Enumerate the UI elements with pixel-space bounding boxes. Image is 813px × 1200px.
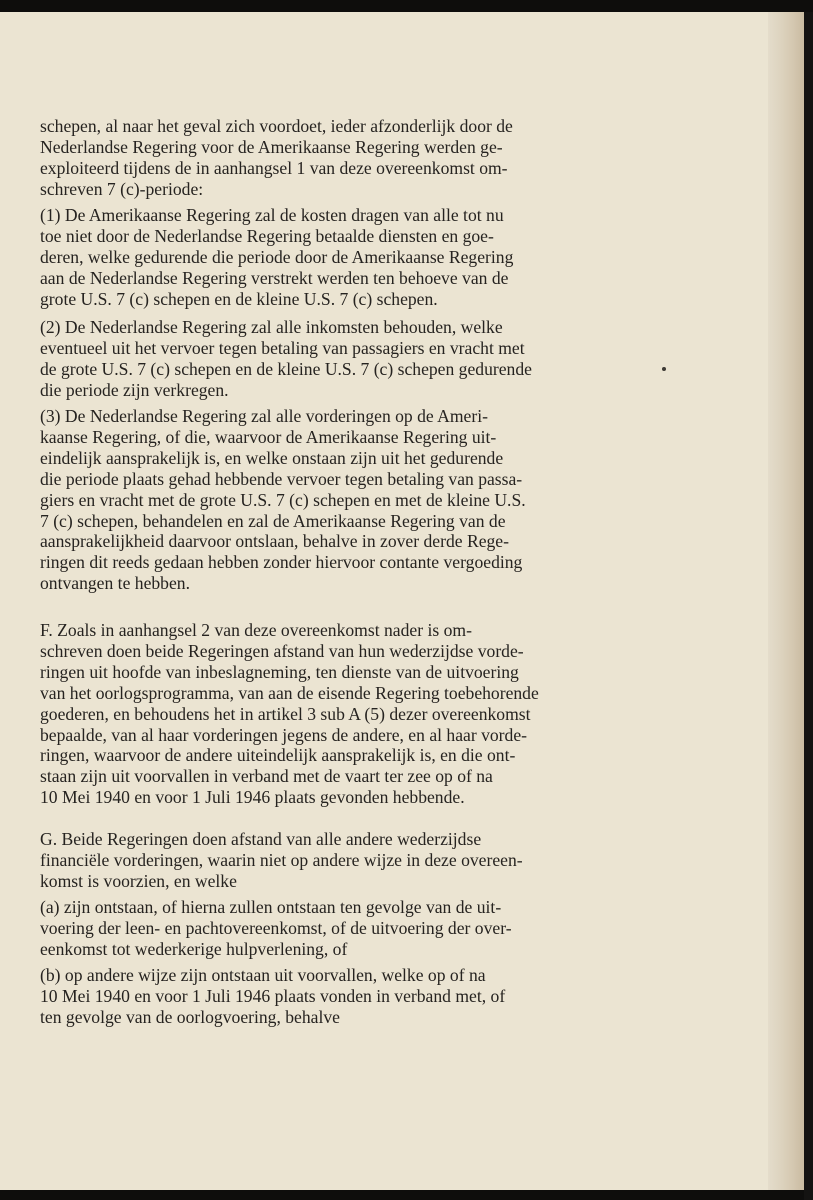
text-line: bepaalde, van al haar vorderingen jegens de andere, en al haar vorde- xyxy=(40,724,527,745)
text-line: kaanse Regering, of die, waarvoor de Amerikaanse Regering uit- xyxy=(40,426,497,447)
text-line: toe niet door de Nederlandse Regering betaalde diensten en goe- xyxy=(40,225,494,246)
text-line: die periode zijn verkregen. xyxy=(40,379,229,400)
text-line: staan zijn uit voorvallen in verband met de vaart ter zee op of na xyxy=(40,766,493,787)
text-line: ten gevolge van de oorlogvoering, behalve xyxy=(40,1006,340,1027)
text-line: aansprakelijkheid daarvoor ontslaan, behalve in zover derde Rege- xyxy=(40,531,509,552)
text-line: schreven 7 (c)-periode: xyxy=(40,178,204,199)
text-line: (b) op andere wijze zijn ontstaan uit voorvallen, welke op of na xyxy=(40,965,486,985)
text-line: giers en vracht met de grote U.S. 7 (c) schepen en met de kleine U.S. xyxy=(40,489,526,510)
paragraph-item-3 xyxy=(40,406,636,594)
text-line: G. Beide Regeringen doen afstand van alle andere wederzijdse xyxy=(40,829,482,849)
text-line: aan de Nederlandse Regering verstrekt werden ten behoeve van de xyxy=(40,267,509,288)
text-line: schepen, al naar het geval zich voordoet, ieder afzonderlijk door de xyxy=(40,116,513,136)
paragraph-item-1 xyxy=(40,205,636,310)
text-line: grote U.S. 7 (c) schepen en de kleine U.S. 7 (c) schepen. xyxy=(40,288,438,309)
text-line: Nederlandse Regering voor de Amerikaanse Regering werden ge- xyxy=(40,136,503,157)
text-line: die periode plaats gehad hebbende vervoer tegen betaling van passa- xyxy=(40,468,523,489)
paragraph-item-a xyxy=(40,897,636,960)
text-line: F. Zoals in aanhangsel 2 van deze overeenkomst nader is om- xyxy=(40,620,472,640)
paragraph-item-2 xyxy=(40,317,636,401)
text-line: komst is voorzien, en welke xyxy=(40,870,237,891)
text-line: van het oorlogsprogramma, van aan de eisende Regering toebehorende xyxy=(40,682,539,703)
page-edge-shadow xyxy=(768,12,804,1190)
text-line: goederen, en behoudens het in artikel 3 sub A (5) dezer overeenkomst xyxy=(40,703,531,724)
text-line: 10 Mei 1940 en voor 1 Juli 1946 plaats gevonden hebbende. xyxy=(40,787,465,808)
text-line: (a) zijn ontstaan, of hierna zullen ontstaan ten gevolge van de uit- xyxy=(40,897,502,917)
text-line: ringen uit hoofde van inbeslagneming, ten dienste van de uitvoering xyxy=(40,661,519,682)
text-line: eventueel uit het vervoer tegen betaling van passagiers en vracht met xyxy=(40,337,525,358)
text-line: eenkomst tot wederkerige hulpverlening, of xyxy=(40,938,348,959)
paragraph-section-g xyxy=(40,829,636,892)
text-line: ringen dit reeds gedaan hebben zonder hiervoor contante vergoeding xyxy=(40,552,523,573)
ink-speck xyxy=(662,367,666,371)
text-line: (2) De Nederlandse Regering zal alle inkomsten behouden, welke xyxy=(40,317,503,337)
text-line: 7 (c) schepen, behandelen en zal de Amerikaanse Regering van de xyxy=(40,510,506,531)
paragraph-item-b xyxy=(40,965,636,1028)
text-line: financiële vorderingen, waarin niet op andere wijze in deze overeen- xyxy=(40,849,523,870)
text-line: 10 Mei 1940 en voor 1 Juli 1946 plaats vonden in verband met, of xyxy=(40,985,506,1006)
paragraph-section-f xyxy=(40,620,636,808)
text-line: ontvangen te hebben. xyxy=(40,573,190,594)
text-line: deren, welke gedurende die periode door de Amerikaanse Regering xyxy=(40,246,514,267)
text-line: (3) De Nederlandse Regering zal alle vorderingen op de Ameri- xyxy=(40,406,488,426)
text-line: voering der leen- en pachtovereenkomst, of de uitvoering der over- xyxy=(40,917,512,938)
paragraph-intro xyxy=(40,116,636,200)
text-line: de grote U.S. 7 (c) schepen en de kleine U.S. 7 (c) schepen gedurende xyxy=(40,358,532,379)
scan-border xyxy=(804,12,813,1200)
text-line: schreven doen beide Regeringen afstand van hun wederzijdse vorde- xyxy=(40,640,524,661)
text-line: exploiteerd tijdens de in aanhangsel 1 van deze overeenkomst om- xyxy=(40,157,508,178)
text-line: (1) De Amerikaanse Regering zal de kosten dragen van alle tot nu xyxy=(40,205,504,225)
text-line: ringen, waarvoor de andere uiteindelijk aansprakelijk is, en die ont- xyxy=(40,745,516,766)
text-line: eindelijk aansprakelijk is, en welke onstaan zijn uit het gedurende xyxy=(40,447,504,468)
